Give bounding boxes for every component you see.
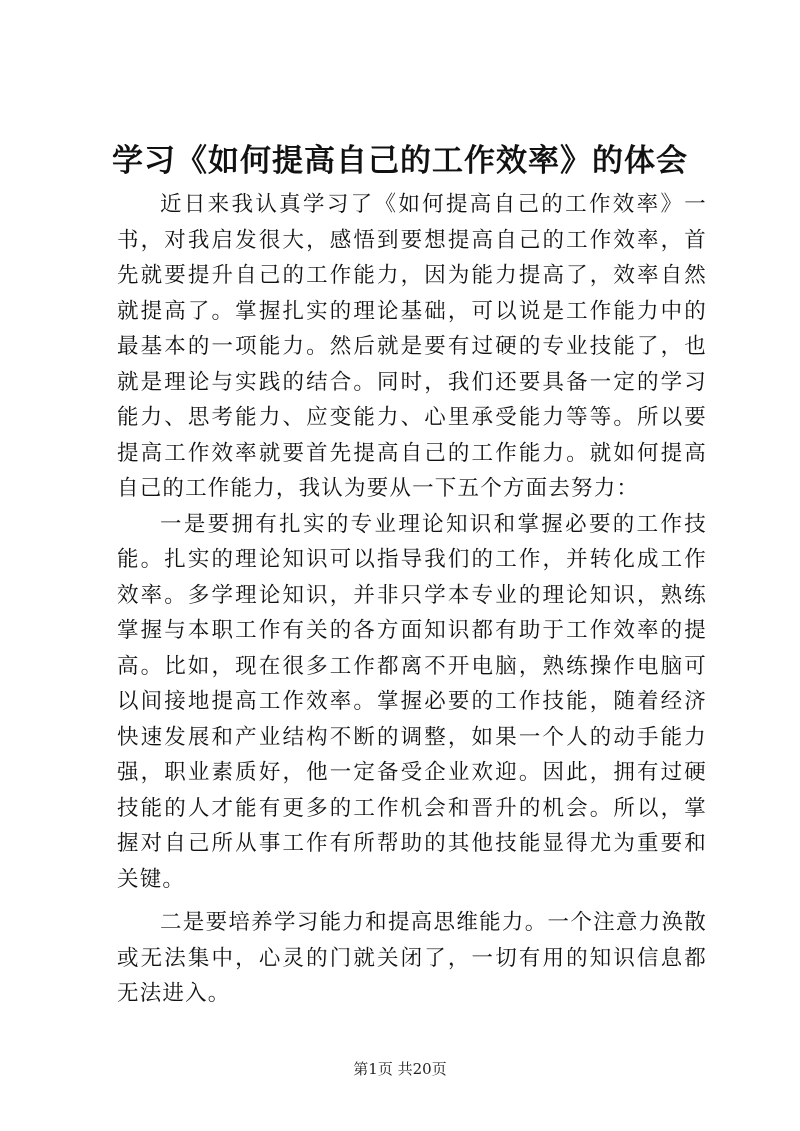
paragraph-point-two: 二是要培养学习能力和提高思维能力。一个注意力涣散或无法集中，心灵的门就关闭了，一切有用的知识信息都无法进入。: [117, 910, 707, 1006]
document-body: [117, 187, 707, 1012]
page-number-footer: 第1页 共20页: [353, 1060, 447, 1078]
document-title: 学习《如何提高自己的工作效率》的体会: [112, 143, 688, 179]
paragraph-intro: 近日来我认真学习了《如何提高自己的工作效率》一书，对我启发很大，感悟到要想提高自己的工作效率，首先就要提升自己的工作能力，因为能力提高了，效率自然就提高了。掌握扎实的理论基础，可以说是工作能力中的最基本的一项能力。然后就是要有过硬的专业技能了，也就是理论与实践的结合。同时，我们还要具备一定的学习能力、思考能力、应变能力、心里承受能力等等。所以要提高工作效率就要首先提高自己的工作能力。就如何提高自己的工作能力，我认为要从一下五个方面去努力：: [117, 192, 707, 501]
paragraph-point-one: 一是要拥有扎实的专业理论知识和掌握必要的工作技能。扎实的理论知识可以指导我们的工作，并转化成工作效率。多学理论知识，并非只学本专业的理论知识，熟练掌握与本职工作有关的各方面知识都有助于工作效率的提高。比如，现在很多工作都离不开电脑，熟练操作电脑可以间接地提高工作效率。掌握必要的工作技能，随着经济快速发展和产业结构不断的调整，如果一个人的动手能力强，职业素质好，他一定备受企业欢迎。因此，拥有过硬技能的人才能有更多的工作机会和晋升的机会。所以，掌握对自己所从事工作有所帮助的其他技能显得尤为重要和关键。: [117, 511, 707, 892]
paragraph-spacer: [117, 897, 707, 905]
